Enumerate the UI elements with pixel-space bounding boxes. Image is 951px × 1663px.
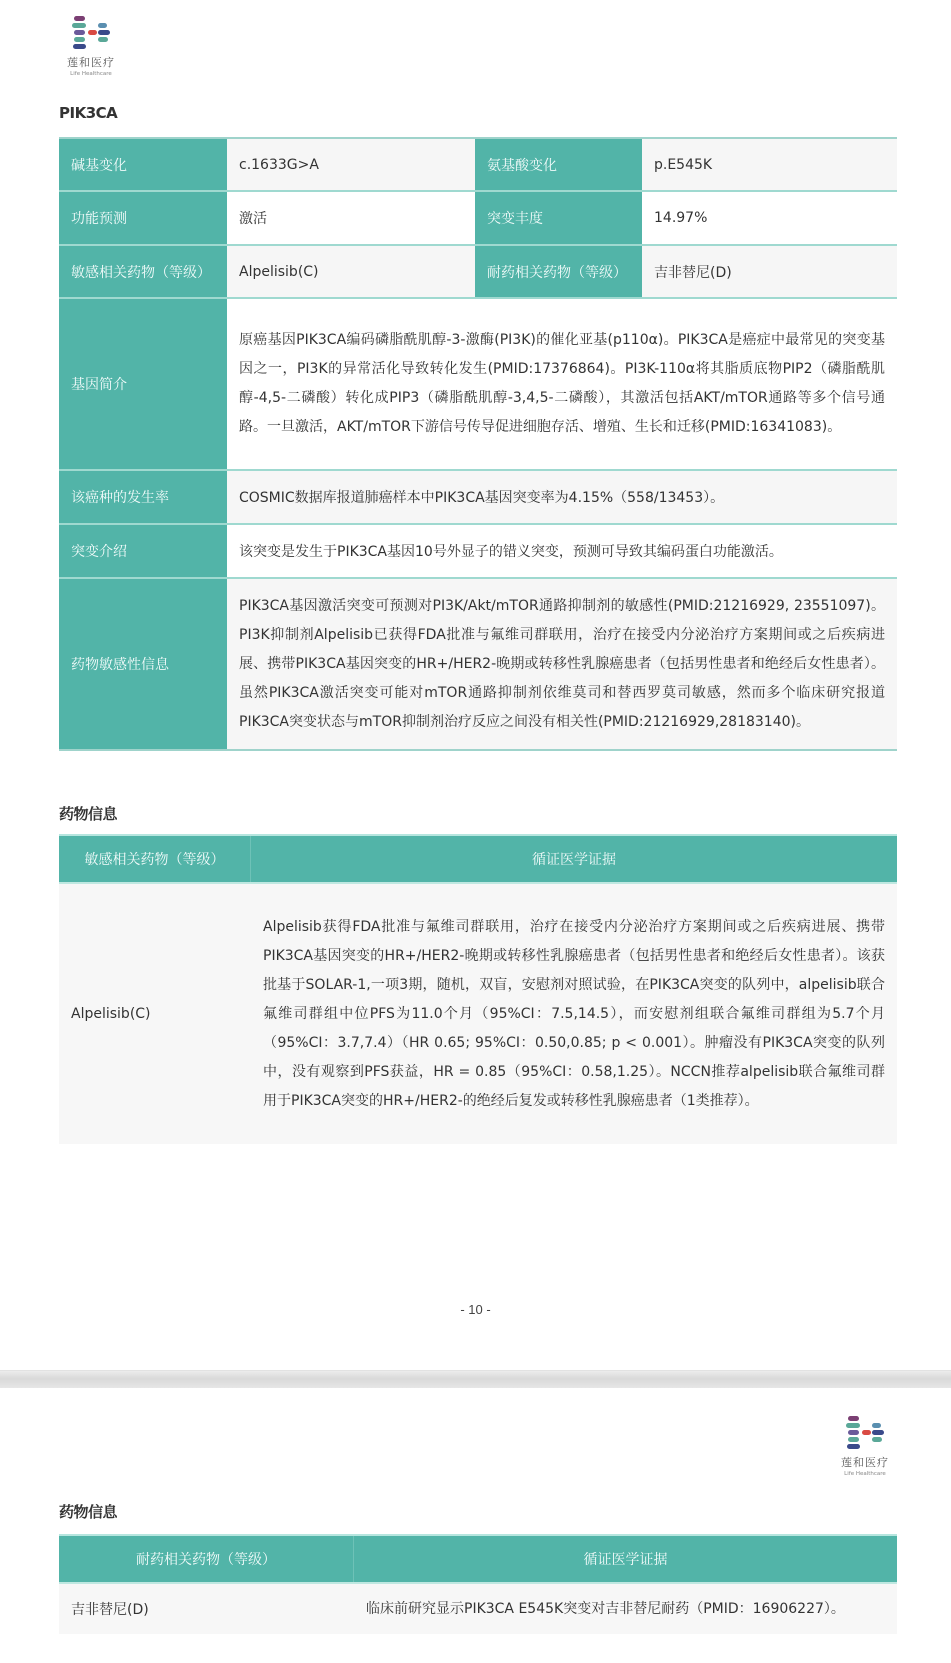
aa-change-label: 氨基酸变化 bbox=[475, 139, 642, 190]
col-header-evidence: 循证医学证据 bbox=[532, 852, 616, 868]
incidence-value: COSMIC数据库报道肺癌样本中PIK3CA基因突变率为4.15%（558/13453）。 bbox=[227, 471, 897, 523]
abundance-label: 突变丰度 bbox=[475, 192, 642, 244]
logo-mark-icon bbox=[840, 1416, 890, 1452]
function-label: 功能预测 bbox=[59, 192, 227, 244]
col-header-drug: 耐药相关药物（等级） bbox=[59, 1536, 354, 1582]
table-header bbox=[59, 1534, 897, 1582]
resistant-drug-table bbox=[59, 1534, 897, 1634]
drug-info-title: 药物信息 bbox=[59, 1503, 118, 1521]
base-change-value: c.1633G>A bbox=[227, 139, 475, 190]
gene-title: PIK3CA bbox=[59, 104, 118, 122]
drug-sensitivity-label: 药物敏感性信息 bbox=[59, 579, 227, 749]
page-number: - 10 - bbox=[460, 1302, 491, 1317]
table-row bbox=[59, 525, 897, 579]
gene-intro-label: 基因简介 bbox=[59, 299, 227, 469]
gene-intro-text: 原癌基因PIK3CA编码磷脂酰肌醇-3-激酶(PI3K)的催化亚基(p110α)。PIK3CA是癌症中最常见的突变基因之一，PI3K的异常活化导致转化发生(PMID:17376864)。PI3K-110α将其脂质底物PIP2（磷脂酰肌醇-4,5-二磷酸）转化成PIP3（磷脂酰肌醇-3,4,5-二磷酸），其激活包括AKT/mTOR通路等多个信号通路。一旦激活，AKT/mTOR下游信号传导促进细胞存活、增殖、生长和迁移(PMID:16341083)。 bbox=[239, 332, 885, 435]
logo-name-cn: 莲和医疗 bbox=[67, 56, 115, 69]
resistant-drug-value: 吉非替尼(D) bbox=[642, 246, 897, 297]
company-logo bbox=[830, 1416, 900, 1477]
table-header bbox=[59, 834, 897, 882]
abundance-value: 14.97% bbox=[642, 192, 897, 244]
drug-info-title: 药物信息 bbox=[59, 805, 118, 823]
report-page-11 bbox=[0, 1388, 951, 1663]
table-row bbox=[59, 139, 897, 192]
logo-mark-icon bbox=[66, 16, 116, 52]
evidence-text: 临床前研究显示PIK3CA E545K突变对吉非替尼耐药（PMID：16906227）。 bbox=[366, 1600, 845, 1617]
table-row bbox=[59, 579, 897, 749]
table-row bbox=[59, 882, 897, 1144]
logo-name-en: Life Healthcare bbox=[844, 1471, 886, 1477]
sensitive-drug-table bbox=[59, 834, 897, 1144]
table-row bbox=[59, 471, 897, 525]
mutation-intro-label: 突变介绍 bbox=[59, 525, 227, 577]
col-header-drug: 敏感相关药物（等级） bbox=[59, 836, 251, 882]
page-separator bbox=[0, 1370, 951, 1388]
function-value: 激活 bbox=[227, 192, 475, 244]
logo-name-cn: 莲和医疗 bbox=[841, 1456, 889, 1469]
sensitive-drug-label: 敏感相关药物（等级） bbox=[59, 246, 227, 297]
logo-name-en: Life Healthcare bbox=[70, 71, 112, 77]
incidence-label: 该癌种的发生率 bbox=[59, 471, 227, 523]
drug-name: 吉非替尼(D) bbox=[71, 1602, 149, 1618]
gene-info-table bbox=[59, 137, 897, 751]
mutation-intro-value: 该突变是发生于PIK3CA基因10号外显子的错义突变，预测可导致其编码蛋白功能激活。 bbox=[227, 525, 897, 577]
resistant-drug-label: 耐药相关药物（等级） bbox=[475, 246, 642, 297]
sensitive-drug-value: Alpelisib(C) bbox=[227, 246, 475, 297]
table-row bbox=[59, 192, 897, 246]
aa-change-value: p.E545K bbox=[642, 139, 897, 190]
evidence-text: Alpelisib获得FDA批准与氟维司群联用，治疗在接受内分泌治疗方案期间或之后疾病进展、携带PIK3CA基因突变的HR+/HER2-晚期或转移性乳腺癌患者（包括男性患者和绝经后女性患者）。该获批基于SOLAR-1,一项3期，随机，双盲，安慰剂对照试验，在PIK3CA突变的队列中，alpelisib联合氟维司群组中位PFS为11.0个月（95%CI：7.5,14.5），而安慰剂组联合氟维司群组为5.7个月（95%CI：3.7,7.4）（HR 0.65; 95%CI：0.50,0.85; p < 0.001）。肿瘤没有PIK3CA突变的队列中，没有观察到PFS获益，HR = 0.85（95%CI：0.58,1.25）。NCCN推荐alpelisib联合氟维司群用于PIK3CA突变的HR+/HER2-的绝经后复发或转移性乳腺癌患者（1类推荐）。 bbox=[263, 918, 885, 1109]
drug-name: Alpelisib(C) bbox=[71, 1006, 151, 1022]
col-header-evidence: 循证医学证据 bbox=[583, 1552, 668, 1568]
table-row bbox=[59, 299, 897, 471]
company-logo bbox=[56, 16, 126, 77]
table-row bbox=[59, 246, 897, 299]
base-change-label: 碱基变化 bbox=[59, 139, 227, 190]
drug-sensitivity-text: PIK3CA基因激活突变可预测对PI3K/Akt/mTOR通路抑制剂的敏感性(PMID:21216929, 23551097)。PI3K抑制剂Alpelisib已获得FDA批准与氟维司群联用，治疗在接受内分泌治疗方案期间或之后疾病进展、携带PIK3CA基因突变的HR+/HER2-晚期或转移性乳腺癌患者（包括男性患者和绝经后女性患者）。虽然PIK3CA激活突变可能对mTOR通路抑制剂依维莫司和替西罗莫司敏感，然而多个临床研究报道PIK3CA突变状态与mTOR抑制剂治疗反应之间没有相关性(PMID:21216929,28183140)。 bbox=[239, 597, 885, 730]
table-row bbox=[59, 1582, 897, 1634]
